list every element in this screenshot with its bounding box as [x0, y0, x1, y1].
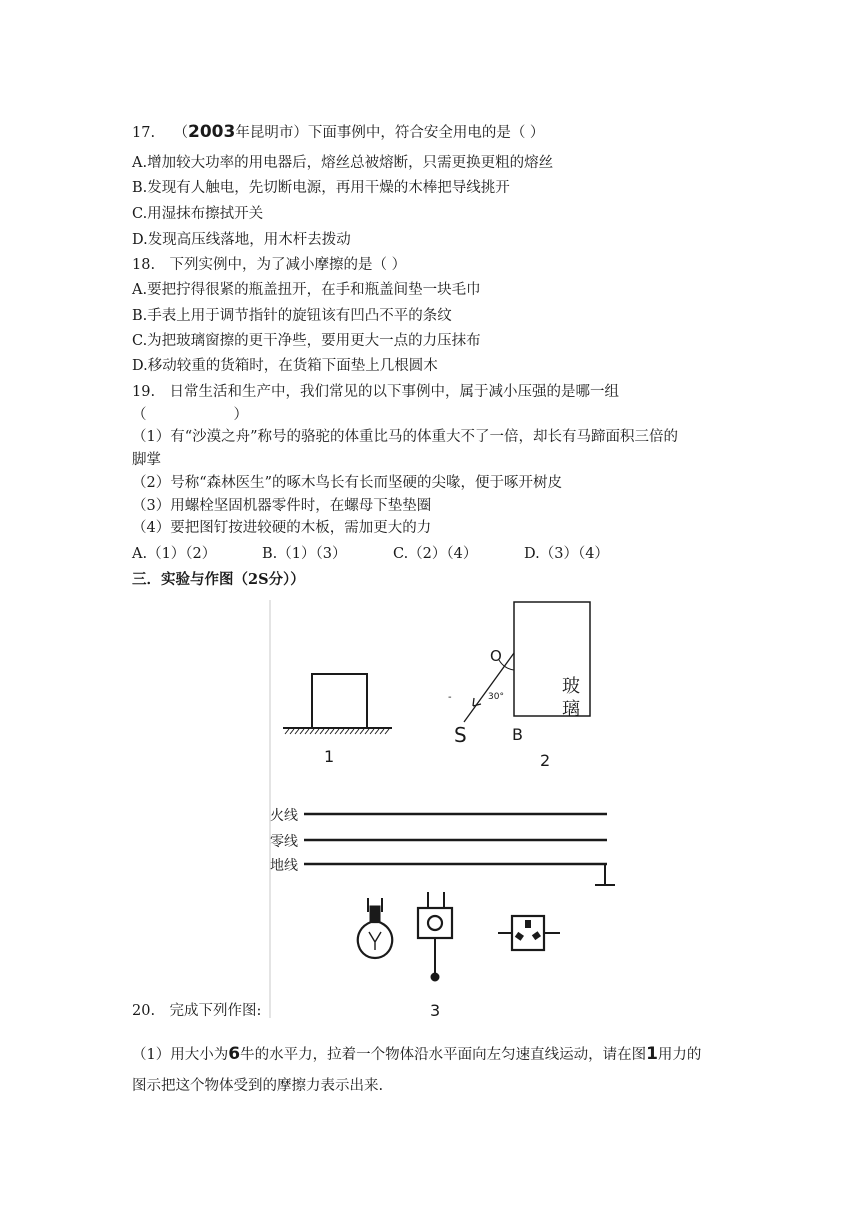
incident-ray: [464, 653, 514, 722]
q20-sub1-num: 6: [228, 1044, 241, 1064]
wire-ground-label: 地线: [270, 858, 298, 874]
angle-label: 30°: [488, 692, 504, 702]
q17-year: 2003: [188, 122, 236, 142]
q20-stem: 20. 完成下列作图:: [132, 1003, 262, 1019]
stray-dash: -: [448, 692, 452, 703]
point-b: B: [512, 725, 523, 744]
q19-item-1-line-1: （1）有“沙漠之舟”称号的骆驼的体重比马的体重大不了一倍，却长有马蹄面积三倍的: [132, 429, 679, 445]
q18-stem: 18. 下列实例中，为了减小摩擦的是（ ）: [132, 257, 407, 273]
q19-choice-c: C.（2）（4）: [393, 546, 478, 562]
q20-sub1-line1: [132, 1044, 701, 1065]
q19-choices: [132, 544, 609, 564]
q20-sub1-post: 用力的: [657, 1047, 702, 1063]
figure-2-label: 2: [540, 751, 551, 770]
q17-option-c: C.用湿抹布擦拭开关: [132, 206, 264, 222]
figure-3-circuit: [270, 807, 615, 1020]
q20-sub1-pre: （1）用大小为: [132, 1047, 229, 1063]
q19-choice-d: D.（3）（4）: [524, 546, 609, 562]
point-o: O: [490, 647, 502, 665]
q19-item-2: （2）号称“森林医生”的啄木鸟长有长而坚硬的尖喙，便于啄开树皮: [132, 475, 563, 491]
figure-1-label: 1: [324, 747, 335, 766]
q19-choice-a: A.（1）（2）: [132, 546, 217, 562]
figure-1-block-on-ground: [283, 674, 392, 766]
glass-label-2: 璃: [562, 699, 580, 720]
figure-3-label: 3: [430, 1001, 441, 1020]
figure-2-refraction: [448, 602, 590, 770]
q17-open-paren: （: [173, 125, 188, 141]
q17-option-b: B.发现有人触电，先切断电源，再用干燥的木棒把导线挑开: [132, 180, 510, 196]
socket-icon: [498, 916, 560, 950]
q20-sub1-line2: 图示把这个物体受到的摩擦力表示出来.: [132, 1078, 384, 1094]
q19-item-3: （3）用螺栓坚固机器零件时，在螺母下垫垫圈: [132, 498, 432, 514]
q19-stem: 19. 日常生活和生产中，我们常见的以下事例中，属于减小压强的是哪一组: [132, 384, 620, 400]
block: [312, 674, 367, 728]
wire-neutral-label: 零线: [270, 834, 298, 850]
q17-number: 17.: [132, 125, 156, 141]
glass-label-1: 玻: [562, 676, 580, 697]
section-3-heading: 三．实验与作图（2S分））: [132, 571, 305, 588]
wire-live-label: 火线: [270, 808, 298, 824]
q17-stem-rest: 年昆明市）下面事例中，符合安全用电的是（ ）: [235, 125, 545, 141]
ground-symbol-icon: [595, 864, 615, 885]
drawing-figure: [268, 600, 618, 1020]
q20-sub1-mid: 牛的水平力，拉着一个物体沿水平面向左匀速直线运动，请在图: [240, 1047, 647, 1063]
ground-hatching: [285, 729, 389, 734]
q18-option-d: D.移动较重的货箱时，在货箱下面垫上几根圆木: [132, 358, 438, 374]
switch-icon: [418, 892, 452, 981]
q19-item-4: （4）要把图钉按进较硬的木板，需加更大的力: [132, 520, 432, 536]
point-s: S: [454, 723, 467, 747]
light-bulb-icon: [358, 898, 392, 958]
q17-stem: [132, 122, 544, 143]
q18-option-b: B.手表上用于调节指针的旋钮该有凹凸不平的条纹: [132, 308, 452, 324]
q17-option-a: A.增加较大功率的用电器后，熔丝总被熔断，只需更换更粗的熔丝: [132, 155, 554, 171]
q19-choice-b: B.（1）（3）: [262, 546, 347, 562]
q17-option-d: D.发现高压线落地，用木杆去拨动: [132, 232, 351, 248]
q19-item-1-line-2: 脚掌: [132, 452, 161, 468]
q19-blank: （ ）: [132, 407, 248, 423]
q20-sub1-fig: 1: [646, 1044, 658, 1064]
q18-option-a: A.要把拧得很紧的瓶盖扭开，在手和瓶盖间垫一块毛巾: [132, 282, 481, 298]
q18-option-c: C.为把玻璃窗擦的更干净些，要用更大一点的力压抹布: [132, 333, 481, 349]
